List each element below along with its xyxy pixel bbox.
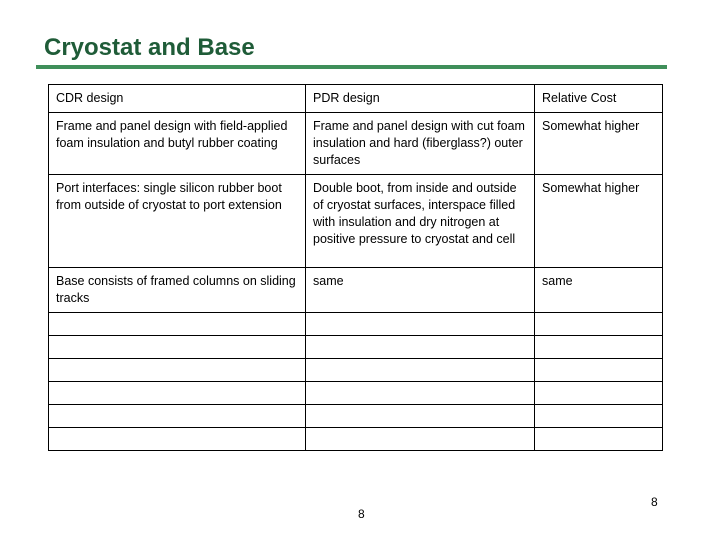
page-number-center: 8 (358, 507, 365, 521)
empty-cell (49, 313, 306, 336)
empty-cell (535, 428, 663, 451)
empty-cell (49, 405, 306, 428)
empty-cell (535, 359, 663, 382)
cell-cost: Somewhat higher (535, 113, 663, 175)
empty-cell (535, 313, 663, 336)
header-relative-cost: Relative Cost (535, 85, 663, 113)
cell-pdr: Frame and panel design with cut foam insulation and hard (fiberglass?) outer surfaces (306, 113, 535, 175)
empty-cell (306, 405, 535, 428)
empty-cell (535, 382, 663, 405)
empty-table-row (49, 428, 663, 451)
table-row (49, 268, 663, 313)
table-row (49, 175, 663, 268)
empty-cell (535, 336, 663, 359)
cell-pdr: Double boot, from inside and outside of cryostat surfaces, interspace filled with insulation and dry nitrogen at positive pressure to cryostat and cell (306, 175, 535, 268)
empty-cell (306, 336, 535, 359)
empty-cell (49, 359, 306, 382)
empty-cell (306, 359, 535, 382)
table-header-row (49, 85, 663, 113)
empty-cell (306, 382, 535, 405)
cell-pdr: same (306, 268, 535, 313)
empty-cell (535, 405, 663, 428)
empty-table-row (49, 405, 663, 428)
header-cdr-design: CDR design (49, 85, 306, 113)
cell-cdr: Frame and panel design with field-applied foam insulation and butyl rubber coating (49, 113, 306, 175)
table-row (49, 113, 663, 175)
empty-cell (49, 336, 306, 359)
empty-table-row (49, 336, 663, 359)
header-pdr-design: PDR design (306, 85, 535, 113)
title-underline (36, 65, 667, 69)
empty-cell (306, 313, 535, 336)
empty-cell (49, 428, 306, 451)
cell-cdr: Base consists of framed columns on sliding tracks (49, 268, 306, 313)
cell-cdr: Port interfaces: single silicon rubber boot from outside of cryostat to port extension (49, 175, 306, 268)
empty-cell (306, 428, 535, 451)
slide-title: Cryostat and Base (44, 34, 255, 61)
empty-cell (49, 382, 306, 405)
cell-cost: Somewhat higher (535, 175, 663, 268)
cell-cost: same (535, 268, 663, 313)
page-number-right: 8 (651, 495, 658, 509)
empty-table-row (49, 313, 663, 336)
comparison-table (48, 84, 663, 451)
empty-table-row (49, 382, 663, 405)
empty-table-row (49, 359, 663, 382)
